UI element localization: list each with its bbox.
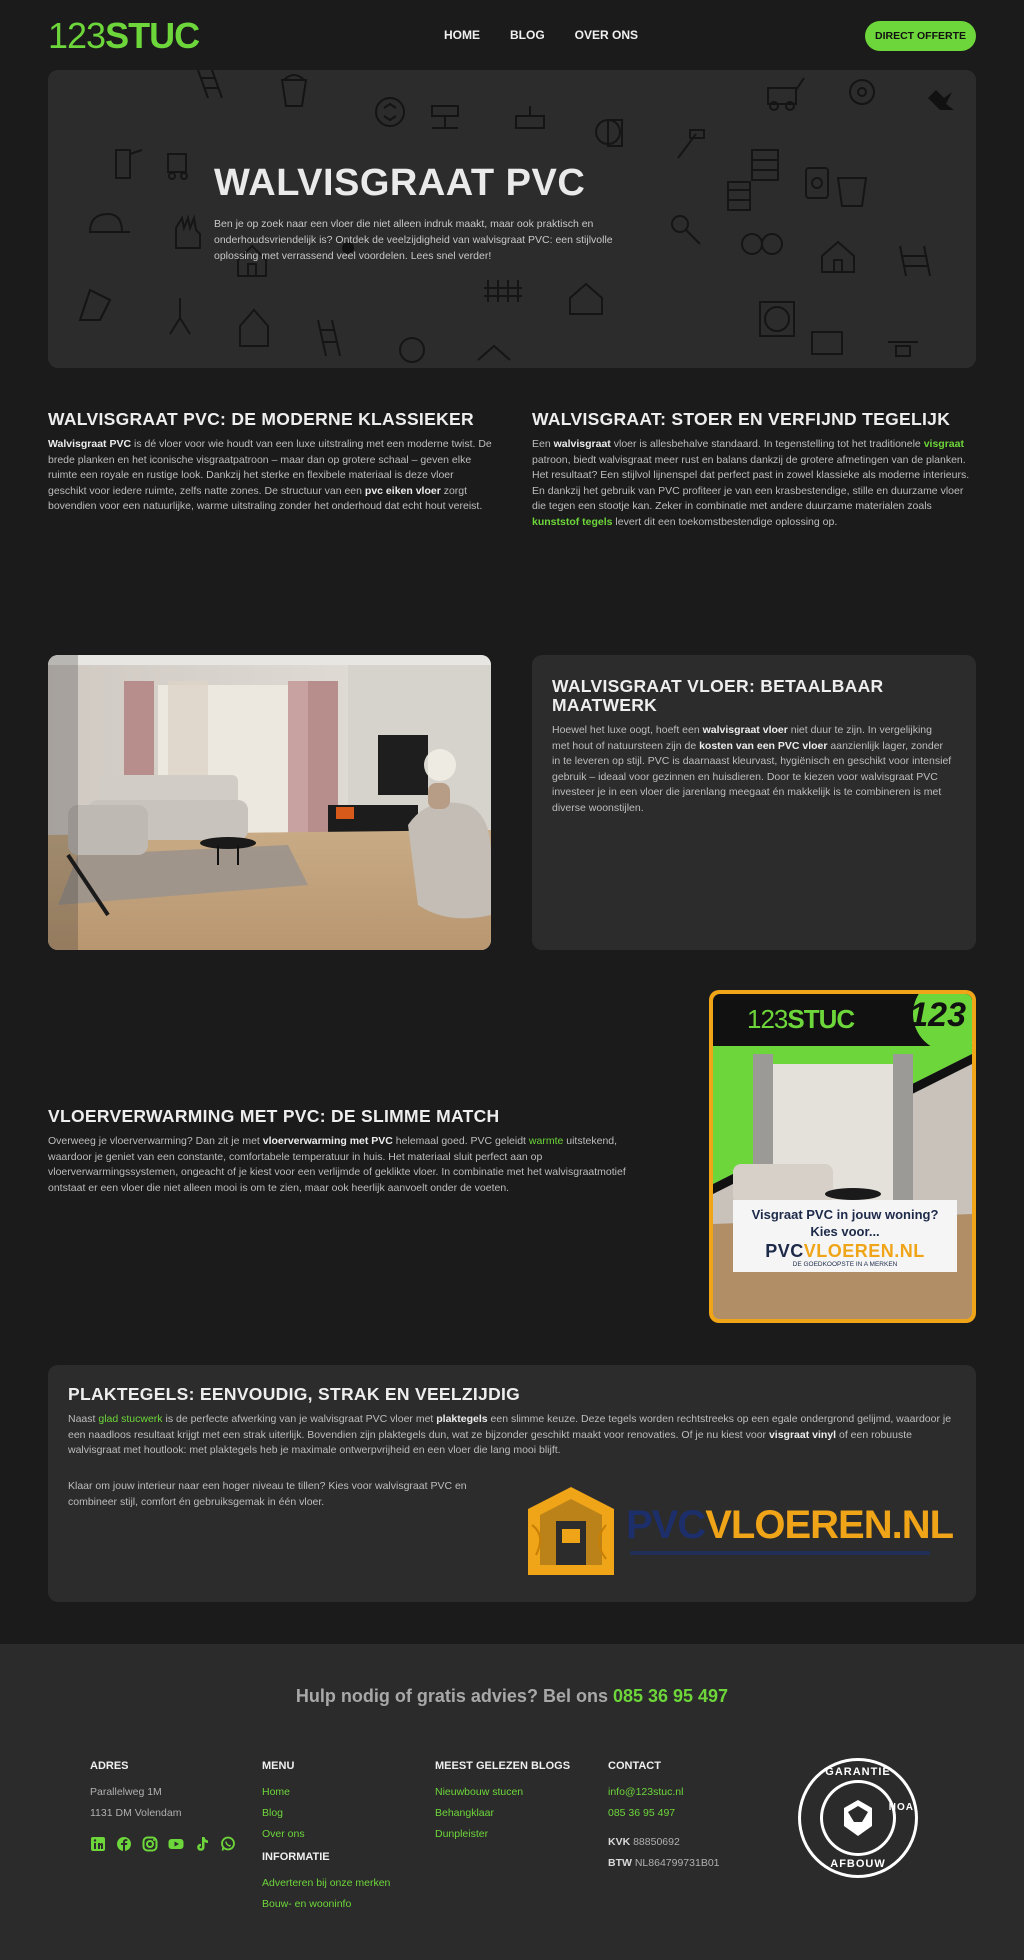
kvk-line: KVK 88850692	[608, 1836, 680, 1848]
badge-text-top: GARANTIE	[825, 1766, 891, 1778]
linkedin-icon[interactable]	[90, 1836, 106, 1852]
main-nav	[444, 28, 638, 42]
wordmark-underline	[630, 1551, 930, 1555]
ad-tag: DE GOEDKOOPSTE IN A MERKEN	[792, 1261, 898, 1268]
section-heading: WALVISGRAAT: STOER EN VERFIJND TEGELIJK	[532, 409, 951, 429]
pvcvloeren-logo[interactable]	[526, 1485, 966, 1581]
footer-heading: MENU	[262, 1760, 295, 1772]
footer-link-bouw-wooninfo[interactable]: Bouw- en wooninfo	[262, 1898, 352, 1910]
footer-heading: MEEST GELEZEN BLOGS	[435, 1760, 571, 1772]
nav-over-ons[interactable]: OVER ONS	[574, 28, 639, 42]
footer-link-adverteren[interactable]: Adverteren bij onze merken	[262, 1877, 391, 1889]
section-text: Overweeg je vloerverwarming? Dan zit je met vloerverwarming met PVC helemaal goed. PVC geleidt warmte uitstekend, waardoor je geniet van een constante, comfortabele temperatuur in huis. Het materiaal sluit perfect aan op vloerverwarmingssystemen, ongeacht of je kiest voor een verlijmde of geklikte vloer. In combinatie met het walvisgraatmotief ontstaat er een vloer die niet alleen mooi is om te zien, maar ook heerlijk aanvoelt onder de voeten.	[48, 1135, 626, 1194]
footer	[0, 1644, 1024, 1960]
footer-contact	[608, 1760, 720, 1874]
section-text: Hoewel het luxe oogt, hoeft een walvisgraat vloer niet duur te zijn. In vergelijking met hout of natuursteen zijn de kosten van een PVC vloer aanzienlijk lager, zonder in te leveren op stijl. PVC is daarnaast kleurvast, hygiënisch en geschikt voor intensief gebruik – ideaal voor gezinnen en huisdieren. Door te kiezen voor walvisgraat PVC investeer je in een vloer die jarenlang meegaat én makkelijk is te combineren is met diverse woonstijlen.	[552, 724, 952, 814]
address-line: Parallelweg 1M	[90, 1786, 162, 1798]
footer-link-home[interactable]: Home	[262, 1786, 291, 1798]
social-links	[90, 1836, 236, 1852]
footer-link-blog-item[interactable]: Nieuwbouw stucen	[435, 1786, 524, 1798]
link-glad-stucwerk[interactable]: glad stucwerk	[98, 1413, 163, 1425]
header	[48, 16, 976, 56]
facebook-icon[interactable]	[116, 1836, 132, 1852]
pvcvloeren-house-icon	[526, 1485, 616, 1577]
link-visgraat[interactable]: visgraat	[923, 438, 964, 450]
nav-home[interactable]: HOME	[444, 28, 480, 42]
hero-intro: Ben je op zoek naar een vloer die niet alleen indruk maakt, maar ook praktisch en onderhoudsvriendelijk is? Ontdek de veelzijdigheid van walvisgraat PVC: een stijlvolle oplossing met verrassend veel voordelen. Lees snel verder!	[214, 218, 613, 262]
footer-link-blog-item[interactable]: Dunpleister	[435, 1828, 489, 1840]
badge-text-right: NOA	[888, 1802, 914, 1813]
section-text: Een walvisgraat vloer is allesbehalve standaard. In tegenstelling tot het traditionele visgraat patroon, biedt walvisgraat meer rust en balans dankzij de grotere afmetingen van de planken. Het resultaat? Een stijlvol lijnenspel dat perfect past in zowel klassieke als moderne interieurs. En dankzij het gebruik van PVC profiteer je van een krasbestendige, stille en duurzame vloer die tegen een stootje kan. Zeker in combinatie met andere duurzame materialen zoals kunststof tegels levert dit een toekomstbestendige oplossing op.	[532, 438, 970, 528]
link-warmte[interactable]: warmte	[528, 1135, 564, 1147]
badge-text-bottom: AFBOUW	[830, 1858, 886, 1870]
noa-garantie-badge	[796, 1756, 920, 1880]
logo[interactable]	[48, 16, 199, 56]
section-moderne-klassieker	[48, 410, 492, 515]
living-room-photo	[48, 655, 491, 950]
footer-heading: CONTACT	[608, 1760, 661, 1772]
footer-heading: ADRES	[90, 1760, 129, 1772]
pvcvloeren-ad-banner[interactable]	[709, 990, 976, 1323]
footer-email-link[interactable]: info@123stuc.nl	[608, 1786, 684, 1798]
address-line: 1131 DM Volendam	[90, 1807, 182, 1819]
ad-tagline: Visgraat PVC in jouw woning? Kies voor...	[751, 1207, 939, 1239]
footer-link-blog[interactable]: Blog	[262, 1807, 284, 1819]
link-kunststof-tegels[interactable]: kunststof tegels	[532, 515, 613, 528]
pvcvloeren-wordmark: PVCVLOEREN.NL	[626, 1503, 954, 1547]
section-plaktegels	[48, 1365, 976, 1602]
section-text: Naast glad stucwerk is de perfecte afwerking van je walvisgraat PVC vloer met plaktegels een slimme keuze. Deze tegels worden rechtstreeks op een egale ondergrond gelijmd, waardoor je een naadloos resultaat krijgt met een strak uiterlijk. Bovendien zijn plaktegels dun, wat ze bijzonder geschikt maakt voor renovaties. Of je nu kiest voor visgraat vinyl of een robuuste walvisgraat met houtlook: met plaktegels heb je maximale ontwerpvrijheid en een vloer die lang mooi blijft.	[68, 1413, 952, 1456]
page-title: WALVISGRAAT PVC	[214, 162, 586, 204]
section-stoer-en-verfijnd	[532, 410, 976, 530]
section-heading: VLOERVERWARMING MET PVC: DE SLIMME MATCH	[48, 1106, 500, 1126]
footer-menu	[262, 1760, 390, 1915]
footer-link-over-ons[interactable]: Over ons	[262, 1828, 305, 1840]
section-betaalbaar-maatwerk	[532, 655, 976, 950]
hero-banner	[48, 70, 976, 368]
footer-link-blog-item[interactable]: Behangklaar	[435, 1807, 494, 1819]
section-heading: WALVISGRAAT PVC: DE MODERNE KLASSIEKER	[48, 409, 474, 429]
help-phone-link[interactable]: 085 36 95 497	[612, 1686, 729, 1706]
logo-word: STUC	[105, 15, 200, 56]
footer-heading: INFORMATIE	[262, 1851, 330, 1863]
footer-blogs	[435, 1760, 570, 1845]
section-heading: PLAKTEGELS: EENVOUDIG, STRAK EN VEELZIJDIG	[68, 1384, 521, 1404]
ad-logo: 123STUC	[747, 1004, 855, 1034]
section-text: Walvisgraat PVC is dé vloer voor wie houdt van een luxe uitstraling met een moderne twist. De brede planken en het iconische visgraatpatroon – maar dan op grotere schaal – geven elke ruimte een royale en rustige look. Dankzij het sterke en flexibele materiaal is deze vloer geschikt voor iedere ruimte, zelfs natte zones. De structuur van een pvc eiken vloer zorgt bovendien voor een natuurlijke, warme uitstraling zonder het onderhoud dat echt hout vereist.	[48, 438, 492, 512]
section-vloerverwarming	[48, 1107, 660, 1196]
help-line: Hulp nodig of gratis advies? Bel ons 085 36 95 497	[295, 1686, 729, 1706]
ad-badge: 123	[909, 996, 966, 1034]
ad-brand: PVCVLOEREN.NL	[765, 1241, 925, 1261]
btw-line: BTW NL864799731B01	[608, 1857, 720, 1869]
instagram-icon[interactable]	[142, 1836, 158, 1852]
whatsapp-icon[interactable]	[220, 1836, 236, 1852]
footer-adres	[90, 1760, 236, 1852]
footer-phone-link[interactable]: 085 36 95 497	[608, 1807, 676, 1819]
direct-offerte-button[interactable]: DIRECT OFFERTE	[865, 21, 976, 51]
tiktok-icon[interactable]	[194, 1836, 210, 1852]
closing-text: Klaar om jouw interieur naar een hoger niveau te tillen? Kies voor walvisgraat PVC en combineer stijl, comfort én gebruiksgemak in één vloer.	[68, 1480, 467, 1508]
section-heading: WALVISGRAAT VLOER: BETAALBAAR MAATWERK	[552, 676, 884, 715]
youtube-icon[interactable]	[168, 1836, 184, 1852]
logo-number: 123	[48, 15, 106, 56]
nav-blog[interactable]: BLOG	[510, 28, 545, 42]
